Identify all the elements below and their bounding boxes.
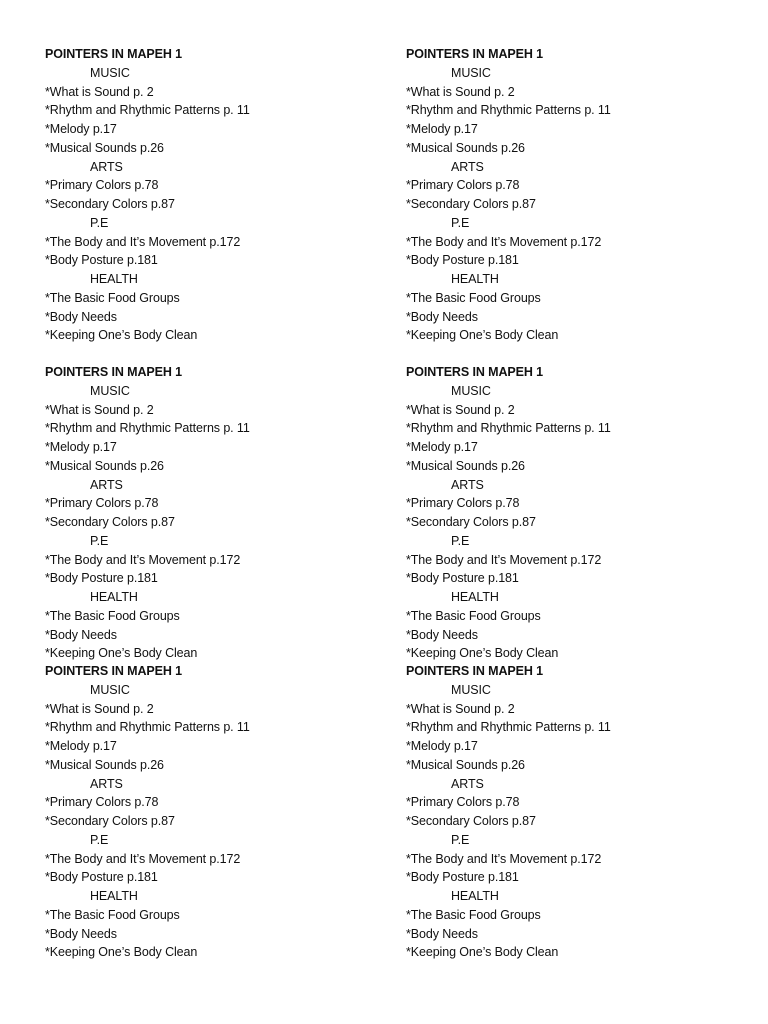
- topic-item: *What is Sound p. 2: [406, 701, 515, 716]
- topic-item: *Secondary Colors p.87: [406, 197, 536, 211]
- topic-item: *Rhythm and Rhythmic Patterns p. 11: [45, 421, 250, 436]
- topic-item: *Musical Sounds p.26: [406, 458, 525, 473]
- section-heading-health: HEALTH: [90, 590, 138, 604]
- section-heading-arts: ARTS: [90, 477, 123, 492]
- section-heading-music: MUSIC: [90, 383, 130, 398]
- section-heading-health: HEALTH: [451, 272, 499, 286]
- pointers-block-1: [45, 45, 385, 345]
- topic-item: *Secondary Colors p.87: [45, 197, 175, 211]
- topic-item: *Body Posture p.181: [45, 253, 158, 268]
- topic-item: *Melody p.17: [45, 440, 117, 454]
- topic-item: *The Basic Food Groups: [406, 907, 541, 922]
- section-heading-music: MUSIC: [90, 65, 130, 80]
- block-title: POINTERS IN MAPEH 1: [406, 365, 544, 379]
- topic-item: *Secondary Colors p.87: [45, 515, 175, 529]
- topic-item: *Body Needs: [45, 627, 117, 642]
- topic-item: *Keeping One’s Body Clean: [45, 646, 198, 661]
- topic-item: *Secondary Colors p.87: [406, 515, 536, 529]
- section-heading-music: MUSIC: [451, 383, 491, 398]
- topic-item: *Primary Colors p.78: [45, 178, 159, 193]
- section-heading-health: HEALTH: [451, 889, 499, 903]
- section-heading-music: MUSIC: [451, 65, 491, 80]
- topic-item: *The Body and It’s Movement p.172: [45, 851, 241, 866]
- topic-item: *Primary Colors p.78: [406, 496, 520, 511]
- topic-item: *Primary Colors p.78: [406, 178, 520, 193]
- section-heading-pe: P.E: [90, 215, 109, 230]
- topic-item: *Secondary Colors p.87: [45, 814, 175, 828]
- section-heading-arts: ARTS: [90, 159, 123, 174]
- section-heading-health: HEALTH: [451, 590, 499, 604]
- section-heading-health: HEALTH: [90, 889, 138, 903]
- topic-item: *Melody p.17: [406, 739, 478, 753]
- topic-item: *Rhythm and Rhythmic Patterns p. 11: [406, 720, 611, 735]
- section-heading-arts: ARTS: [451, 776, 484, 791]
- topic-item: *What is Sound p. 2: [45, 402, 154, 417]
- topic-item: *Body Needs: [406, 627, 478, 642]
- pointers-block-4: [406, 363, 746, 663]
- topic-item: *Keeping One’s Body Clean: [45, 328, 198, 343]
- section-heading-pe: P.E: [451, 533, 470, 548]
- topic-item: *Primary Colors p.78: [45, 496, 159, 511]
- topic-item: *Primary Colors p.78: [406, 795, 520, 810]
- topic-item: *Keeping One’s Body Clean: [406, 646, 559, 661]
- topic-item: *Rhythm and Rhythmic Patterns p. 11: [45, 720, 250, 735]
- topic-item: *Primary Colors p.78: [45, 795, 159, 810]
- pointers-block-2: [406, 45, 746, 345]
- topic-item: *What is Sound p. 2: [406, 402, 515, 417]
- topic-item: *The Body and It’s Movement p.172: [406, 234, 602, 249]
- section-heading-pe: P.E: [90, 832, 109, 847]
- topic-item: *Body Posture p.181: [406, 253, 519, 268]
- pointers-block-6: [406, 662, 746, 962]
- topic-item: *Keeping One’s Body Clean: [406, 328, 559, 343]
- topic-item: *Musical Sounds p.26: [45, 140, 164, 155]
- topic-item: *What is Sound p. 2: [45, 84, 154, 99]
- topic-item: *Musical Sounds p.26: [45, 458, 164, 473]
- topic-item: *Body Needs: [45, 926, 117, 941]
- topic-item: *Musical Sounds p.26: [406, 140, 525, 155]
- topic-item: *The Basic Food Groups: [45, 907, 180, 922]
- topic-item: *Keeping One’s Body Clean: [45, 945, 198, 960]
- topic-item: *Body Posture p.181: [45, 571, 158, 586]
- pointers-block-5: [45, 662, 385, 962]
- topic-item: *Musical Sounds p.26: [406, 757, 525, 772]
- topic-item: *Melody p.17: [406, 440, 478, 454]
- topic-item: *Musical Sounds p.26: [45, 757, 164, 772]
- topic-item: *Keeping One’s Body Clean: [406, 945, 559, 960]
- topic-item: *Melody p.17: [45, 739, 117, 753]
- topic-item: *The Body and It’s Movement p.172: [45, 552, 241, 567]
- block-title: POINTERS IN MAPEH 1: [45, 664, 183, 678]
- topic-item: *Body Needs: [406, 309, 478, 324]
- section-heading-pe: P.E: [451, 215, 470, 230]
- topic-item: *Body Posture p.181: [406, 870, 519, 885]
- section-heading-music: MUSIC: [451, 682, 491, 697]
- topic-item: *Rhythm and Rhythmic Patterns p. 11: [406, 421, 611, 436]
- block-title: POINTERS IN MAPEH 1: [45, 365, 183, 379]
- pointers-block-3: [45, 363, 385, 663]
- topic-item: *Secondary Colors p.87: [406, 814, 536, 828]
- topic-item: *The Body and It’s Movement p.172: [406, 552, 602, 567]
- topic-item: *The Body and It’s Movement p.172: [45, 234, 241, 249]
- topic-item: *Melody p.17: [406, 122, 478, 136]
- section-heading-arts: ARTS: [451, 477, 484, 492]
- topic-item: *The Basic Food Groups: [406, 290, 541, 305]
- topic-item: *Melody p.17: [45, 122, 117, 136]
- topic-item: *The Basic Food Groups: [45, 290, 180, 305]
- topic-item: *Body Posture p.181: [406, 571, 519, 586]
- topic-item: *Body Posture p.181: [45, 870, 158, 885]
- section-heading-arts: ARTS: [451, 159, 484, 174]
- section-heading-music: MUSIC: [90, 682, 130, 697]
- topic-item: *Rhythm and Rhythmic Patterns p. 11: [406, 103, 611, 118]
- topic-item: *Body Needs: [45, 309, 117, 324]
- section-heading-health: HEALTH: [90, 272, 138, 286]
- topic-item: *The Basic Food Groups: [45, 608, 180, 623]
- topic-item: *The Body and It’s Movement p.172: [406, 851, 602, 866]
- topic-item: *The Basic Food Groups: [406, 608, 541, 623]
- section-heading-arts: ARTS: [90, 776, 123, 791]
- topic-item: *What is Sound p. 2: [406, 84, 515, 99]
- block-title: POINTERS IN MAPEH 1: [406, 664, 544, 678]
- section-heading-pe: P.E: [451, 832, 470, 847]
- topic-item: *Body Needs: [406, 926, 478, 941]
- topic-item: *Rhythm and Rhythmic Patterns p. 11: [45, 103, 250, 118]
- block-title: POINTERS IN MAPEH 1: [45, 47, 183, 61]
- section-heading-pe: P.E: [90, 533, 109, 548]
- topic-item: *What is Sound p. 2: [45, 701, 154, 716]
- block-title: POINTERS IN MAPEH 1: [406, 47, 544, 61]
